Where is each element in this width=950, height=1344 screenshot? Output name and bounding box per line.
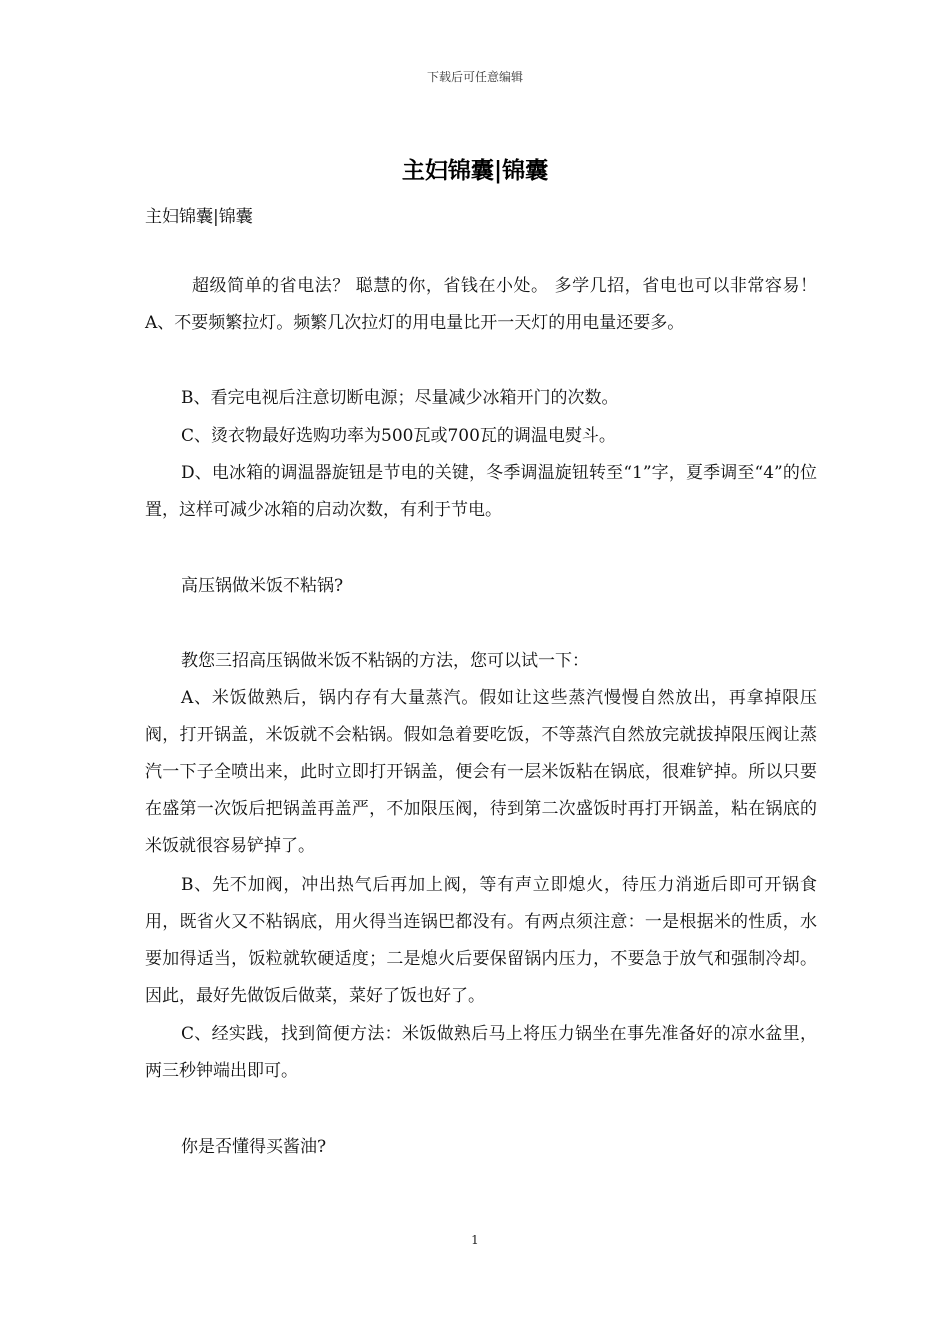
page-title: 主妇锦囊|锦囊 [401, 157, 549, 184]
paragraph-method-a: A、米饭做熟后，锅内存有大量蒸汽。假如让这些蒸汽慢慢自然放出，再拿掉限压阀，打开锅盖，米饭就不会粘锅。假如急着要吃饭，不等蒸汽自然放完就拔掉限压阀让蒸汽一下子全喷出来，此时立即打开锅盖，便会有一层米饭粘在锅底，很难铲掉。所以只要在盛第一次饭后把锅盖再盖严，不加限压阀，待到第二次盛饭时再打开锅盖，粘在锅底的米饭就很容易铲掉了。 [145, 688, 817, 856]
paragraph-tip-d: D、电冰箱的调温器旋钮是节电的关键，冬季调温旋钮转至“1”字，夏季调至“4”的位置，这样可减少冰箱的启动次数，有利于节电。 [145, 463, 817, 520]
header-note: 下载后可任意编辑 [426, 70, 523, 84]
section-heading-pressure-cooker: 高压锅做米饭不粘锅? [181, 576, 344, 596]
paragraph-power-saving-intro: 超级简单的省电法？ 聪慧的你，省钱在小处。 多学几招，省电也可以非常容易！ A、不要频繁拉灯。频繁几次拉灯的用电量比开一天灯的用电量还要多。 [145, 276, 817, 333]
paragraph-pressure-intro: 教您三招高压锅做米饭不粘锅的方法，您可以试一下： [181, 651, 589, 671]
subtitle: 主妇锦囊|锦囊 [145, 207, 253, 227]
paragraph-tip-b: B、看完电视后注意切断电源；尽量减少冰箱开门的次数。 [181, 388, 619, 408]
paragraph-tip-c: C、烫衣物最好选购功率为500瓦或700瓦的调温电熨斗。 [181, 426, 616, 446]
page-number: 1 [471, 1233, 479, 1247]
section-heading-soy-sauce: 你是否懂得买酱油? [181, 1137, 327, 1157]
paragraph-method-b: B、先不加阀，冲出热气后再加上阀，等有声立即熄火，待压力消逝后即可开锅食用，既省火又不粘锅底，用火得当连锅巴都没有。有两点须注意：一是根据米的性质，水要加得适当，饭粒就软硬适度；二是熄火后要保留锅内压力，不要急于放气和强制冷却。因此，最好先做饭后做菜，菜好了饭也好了。 [145, 875, 817, 1006]
paragraph-method-c: C、经实践，找到简便方法：米饭做熟后马上将压力锅坐在事先准备好的凉水盆里，两三秒钟端出即可。 [145, 1024, 817, 1081]
